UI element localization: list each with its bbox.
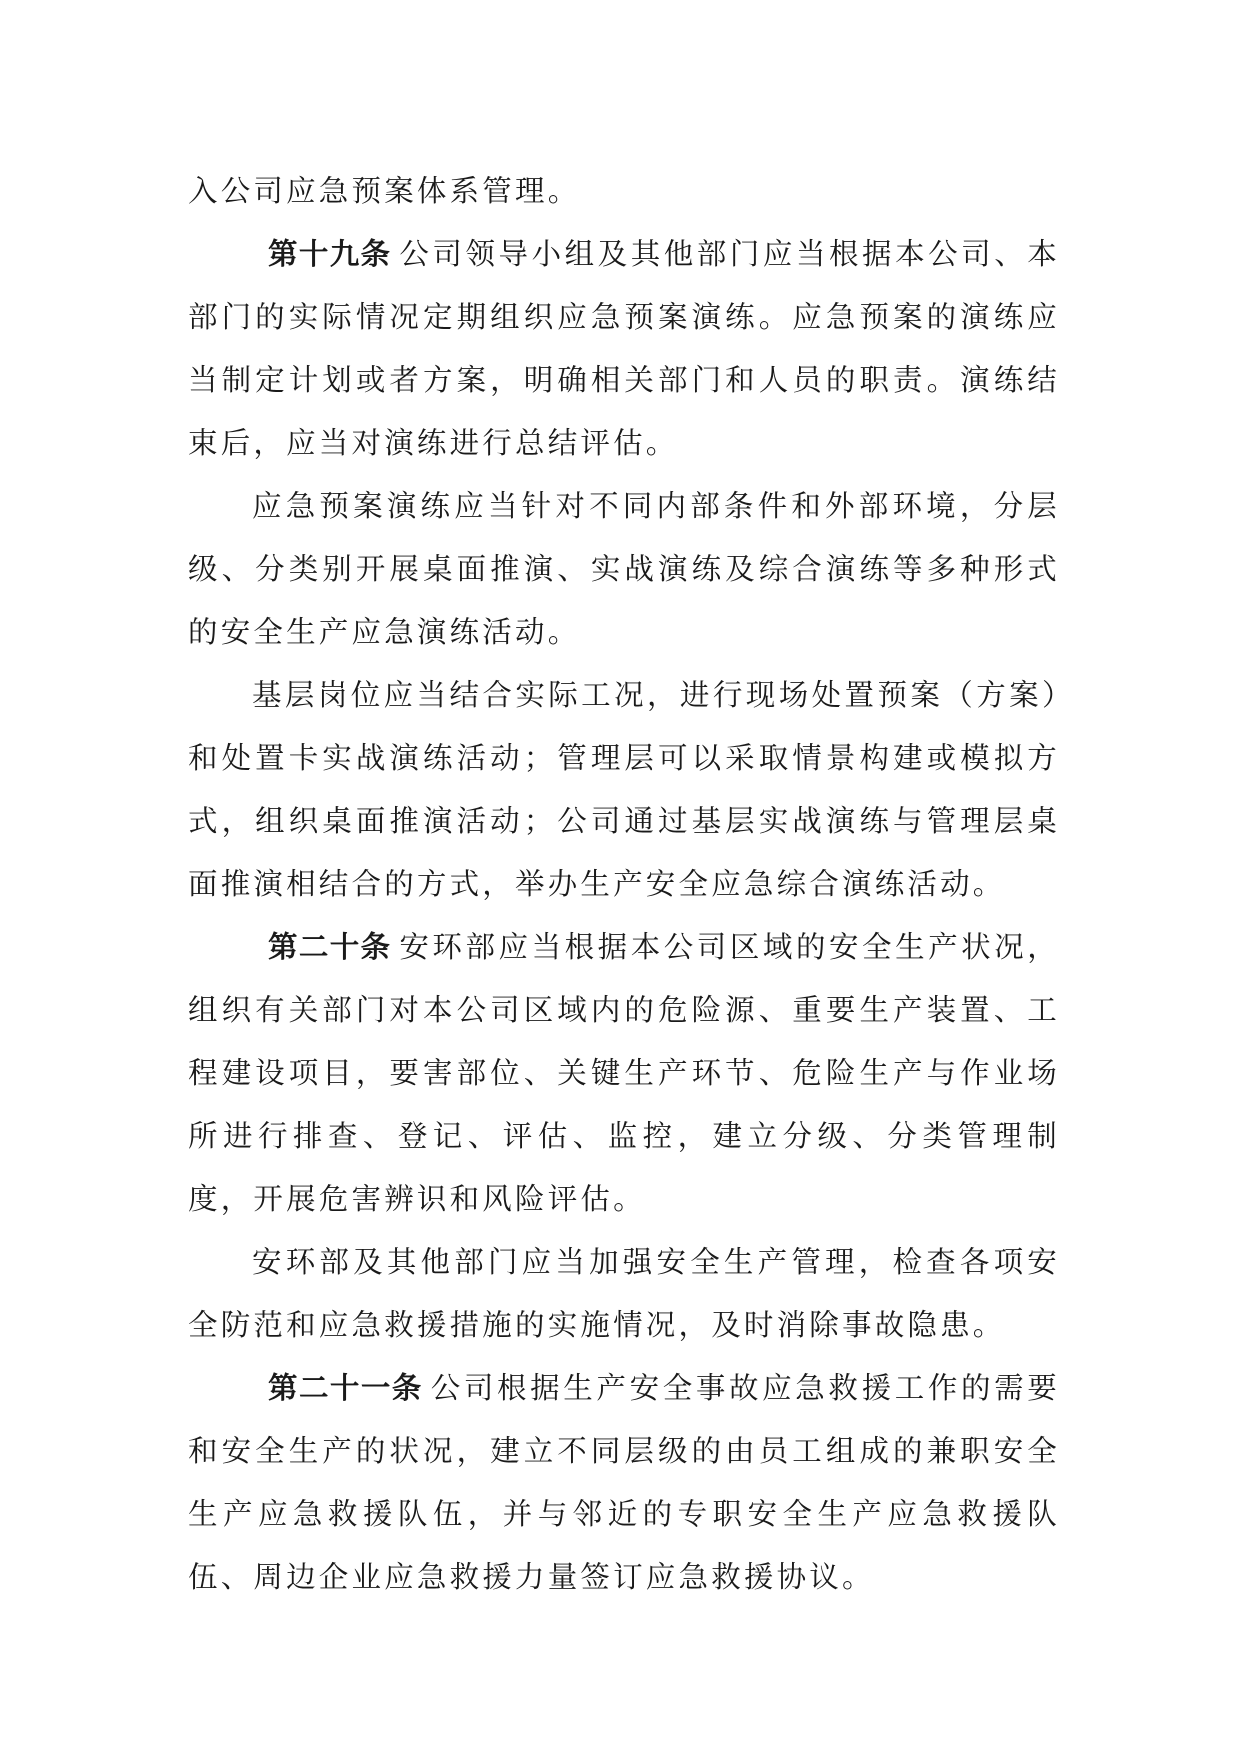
paragraph-safety-management: 安环部及其他部门应当加强安全生产管理，检查各项安全防范和应急救援措施的实施情况，及时消除事故隐患。 [188, 1245, 1060, 1342]
article-text: 安环部应当根据本公司区域的安全生产状况，组织有关部门对本公司区域内的危险源、重要生产装置、工程建设项目，要害部位、关键生产环节、危险生产与作业场所进行排查、登记、评估、监控，建立分级、分类管理制度，开展危害辨识和风险评估。 [188, 930, 1060, 1216]
paragraph-continuation: 入公司应急预案体系管理。 [188, 174, 581, 208]
paragraph-grassroots-drills: 基层岗位应当结合实际工况，进行现场处置预案（方案）和处置卡实战演练活动；管理层可以采取情景构建或模拟方式，组织桌面推演活动；公司通过基层实战演练与管理层桌面推演相结合的方式，举办生产安全应急综合演练活动。 [188, 678, 1060, 901]
article-21 [188, 1357, 1060, 1609]
article-20 [188, 916, 1060, 1231]
article-text: 公司根据生产安全事故应急救援工作的需要和安全生产的状况，建立不同层级的由员工组成的兼职安全生产应急救援队伍，并与邻近的专职安全生产应急救援队伍、周边企业应急救援力量签订应急救援协议。 [188, 1371, 1060, 1594]
article-number: 第二十一条 [268, 1371, 423, 1405]
article-19 [188, 223, 1060, 475]
article-number: 第二十条 [268, 930, 392, 964]
document-body [188, 160, 1060, 1609]
article-number: 第十九条 [268, 237, 392, 271]
paragraph-drill-forms: 应急预案演练应当针对不同内部条件和外部环境，分层级、分类别开展桌面推演、实战演练及综合演练等多种形式的安全生产应急演练活动。 [188, 489, 1060, 649]
article-text: 公司领导小组及其他部门应当根据本公司、本部门的实际情况定期组织应急预案演练。应急预案的演练应当制定计划或者方案，明确相关部门和人员的职责。演练结束后，应当对演练进行总结评估。 [188, 237, 1060, 460]
